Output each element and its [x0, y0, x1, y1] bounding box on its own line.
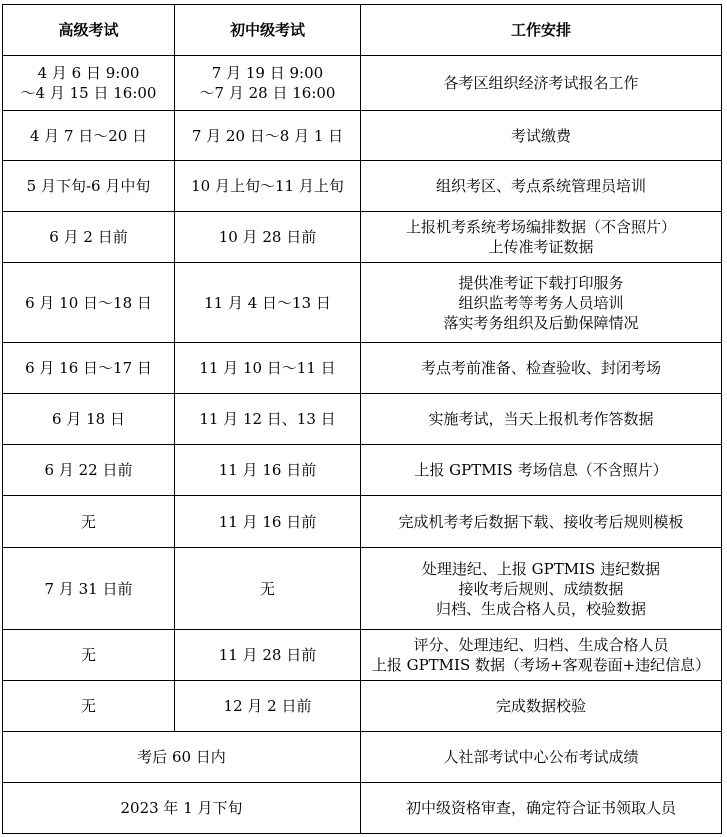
work-cell: 初中级资格审查，确定符合证书领取人员 [361, 783, 722, 834]
cell-line: 评分、处理违纪、归档、生成合格人员 [413, 636, 669, 654]
junior-date-cell [175, 496, 361, 548]
table-row [3, 496, 722, 548]
advanced-date-cell [3, 343, 175, 394]
advanced-date-cell [3, 394, 175, 445]
cell-line: 11 月 12 日、13 日 [199, 410, 336, 428]
merged-row [3, 783, 722, 834]
cell-line: 无 [80, 697, 96, 715]
work-cell [361, 111, 722, 161]
cell-line: 11 月 28 日前 [218, 646, 317, 664]
header-junior-intermediate: 初中级考试 [175, 5, 361, 56]
cell-line: 5 月下旬-6 月中旬 [26, 177, 151, 195]
table-row [3, 56, 722, 111]
cell-line: 10 月上旬～11 月上旬 [191, 177, 344, 195]
cell-line: ～4 月 15 日 16:00 [20, 84, 157, 102]
junior-date-cell [175, 445, 361, 496]
table-row [3, 161, 722, 212]
cell-line: 各考区组织经济考试报名工作 [443, 74, 639, 92]
cell-line: 落实考务组织及后勤保障情况 [443, 313, 639, 332]
junior-date-cell [175, 56, 361, 111]
junior-date-cell [175, 681, 361, 732]
cell-line: 6 月 18 日 [52, 410, 125, 428]
cell-line: 处理违纪、上报 GPTMIS 违纪数据 [421, 559, 661, 578]
work-cell [361, 630, 722, 681]
cell-line: 10 月 28 日前 [218, 228, 317, 246]
cell-line: 考点考前准备、检查验收、封闭考场 [420, 359, 661, 377]
cell-line: 完成机考考后数据下载、接收考后规则模板 [398, 512, 684, 531]
cell-line: 上传准考证数据 [488, 238, 594, 256]
table-row [3, 394, 722, 445]
cell-line: 组织监考等考务人员培训 [458, 293, 624, 312]
cell-line: 完成数据校验 [495, 697, 586, 715]
work-cell [361, 343, 722, 394]
junior-date-cell [175, 161, 361, 212]
cell-line: 6 月 22 日前 [44, 461, 133, 479]
cell-line: 考试缴费 [510, 126, 571, 145]
work-cell [361, 496, 722, 548]
table-row [3, 111, 722, 161]
cell-line: 7 月 19 日 9:00 [211, 64, 324, 82]
work-cell [361, 212, 722, 263]
work-cell [361, 394, 722, 445]
advanced-date-cell [3, 263, 175, 343]
cell-line: ～7 月 28 日 16:00 [199, 84, 336, 102]
advanced-date-cell [3, 445, 175, 496]
work-cell [361, 263, 722, 343]
advanced-date-cell [3, 56, 175, 111]
cell-line: 无 [80, 512, 96, 531]
merged-row [3, 732, 722, 783]
cell-line: 上报机考系统考场编排数据（不含照片） [405, 218, 676, 236]
junior-date-cell [175, 263, 361, 343]
work-cell [361, 161, 722, 212]
cell-line: 无 [259, 579, 275, 598]
junior-date-cell [175, 212, 361, 263]
cell-line: 7 月 20 日～8 月 1 日 [191, 126, 344, 145]
combined-date-cell: 2023 年 1 月下旬 [3, 783, 361, 834]
advanced-date-cell [3, 161, 175, 212]
cell-line: 提供准考证下载打印服务 [458, 273, 624, 292]
cell-line: 4 月 6 日 9:00 [37, 64, 140, 82]
table-row [3, 681, 722, 732]
work-cell [361, 681, 722, 732]
cell-line: 上报 GPTMIS 考场信息（不含照片） [414, 461, 668, 479]
advanced-date-cell [3, 681, 175, 732]
cell-line: 6 月 10 日～18 日 [25, 293, 152, 312]
table-row [3, 445, 722, 496]
cell-line: 7 月 31 日前 [44, 579, 133, 598]
junior-date-cell [175, 343, 361, 394]
advanced-date-cell [3, 548, 175, 630]
advanced-date-cell [3, 630, 175, 681]
work-cell [361, 56, 722, 111]
cell-line: 6 月 2 日前 [49, 228, 128, 246]
cell-line: 上报 GPTMIS 数据（考场+客观卷面+违纪信息） [371, 656, 711, 674]
table-row [3, 630, 722, 681]
header-row [3, 5, 722, 56]
cell-line: 无 [80, 646, 96, 664]
header-advanced: 高级考试 [3, 5, 175, 56]
header-work: 工作安排 [361, 5, 722, 56]
advanced-date-cell [3, 212, 175, 263]
table-row [3, 212, 722, 263]
cell-line: 11 月 16 日前 [218, 512, 317, 531]
cell-line: 4 月 7 日～20 日 [29, 126, 148, 145]
junior-date-cell [175, 548, 361, 630]
junior-date-cell [175, 630, 361, 681]
advanced-date-cell [3, 111, 175, 161]
table-row [3, 548, 722, 630]
table-row [3, 343, 722, 394]
cell-line: 11 月 16 日前 [218, 461, 317, 479]
cell-line: 组织考区、考点系统管理员培训 [435, 177, 646, 195]
cell-line: 6 月 16 日～17 日 [25, 359, 152, 377]
cell-line: 12 月 2 日前 [223, 697, 312, 715]
table-row [3, 263, 722, 343]
cell-line: 归档、生成合格人员，校验数据 [435, 599, 646, 618]
cell-line: 实施考试，当天上报机考作答数据 [428, 410, 654, 428]
combined-date-cell: 考后 60 日内 [3, 732, 361, 783]
exam-schedule-table [2, 4, 722, 834]
junior-date-cell [175, 111, 361, 161]
work-cell: 人社部考试中心公布考试成绩 [361, 732, 722, 783]
work-cell [361, 445, 722, 496]
junior-date-cell [175, 394, 361, 445]
work-cell [361, 548, 722, 630]
cell-line: 接收考后规则、成绩数据 [458, 579, 624, 598]
cell-line: 11 月 10 日～11 日 [199, 359, 336, 377]
cell-line: 11 月 4 日～13 日 [204, 293, 331, 312]
advanced-date-cell [3, 496, 175, 548]
